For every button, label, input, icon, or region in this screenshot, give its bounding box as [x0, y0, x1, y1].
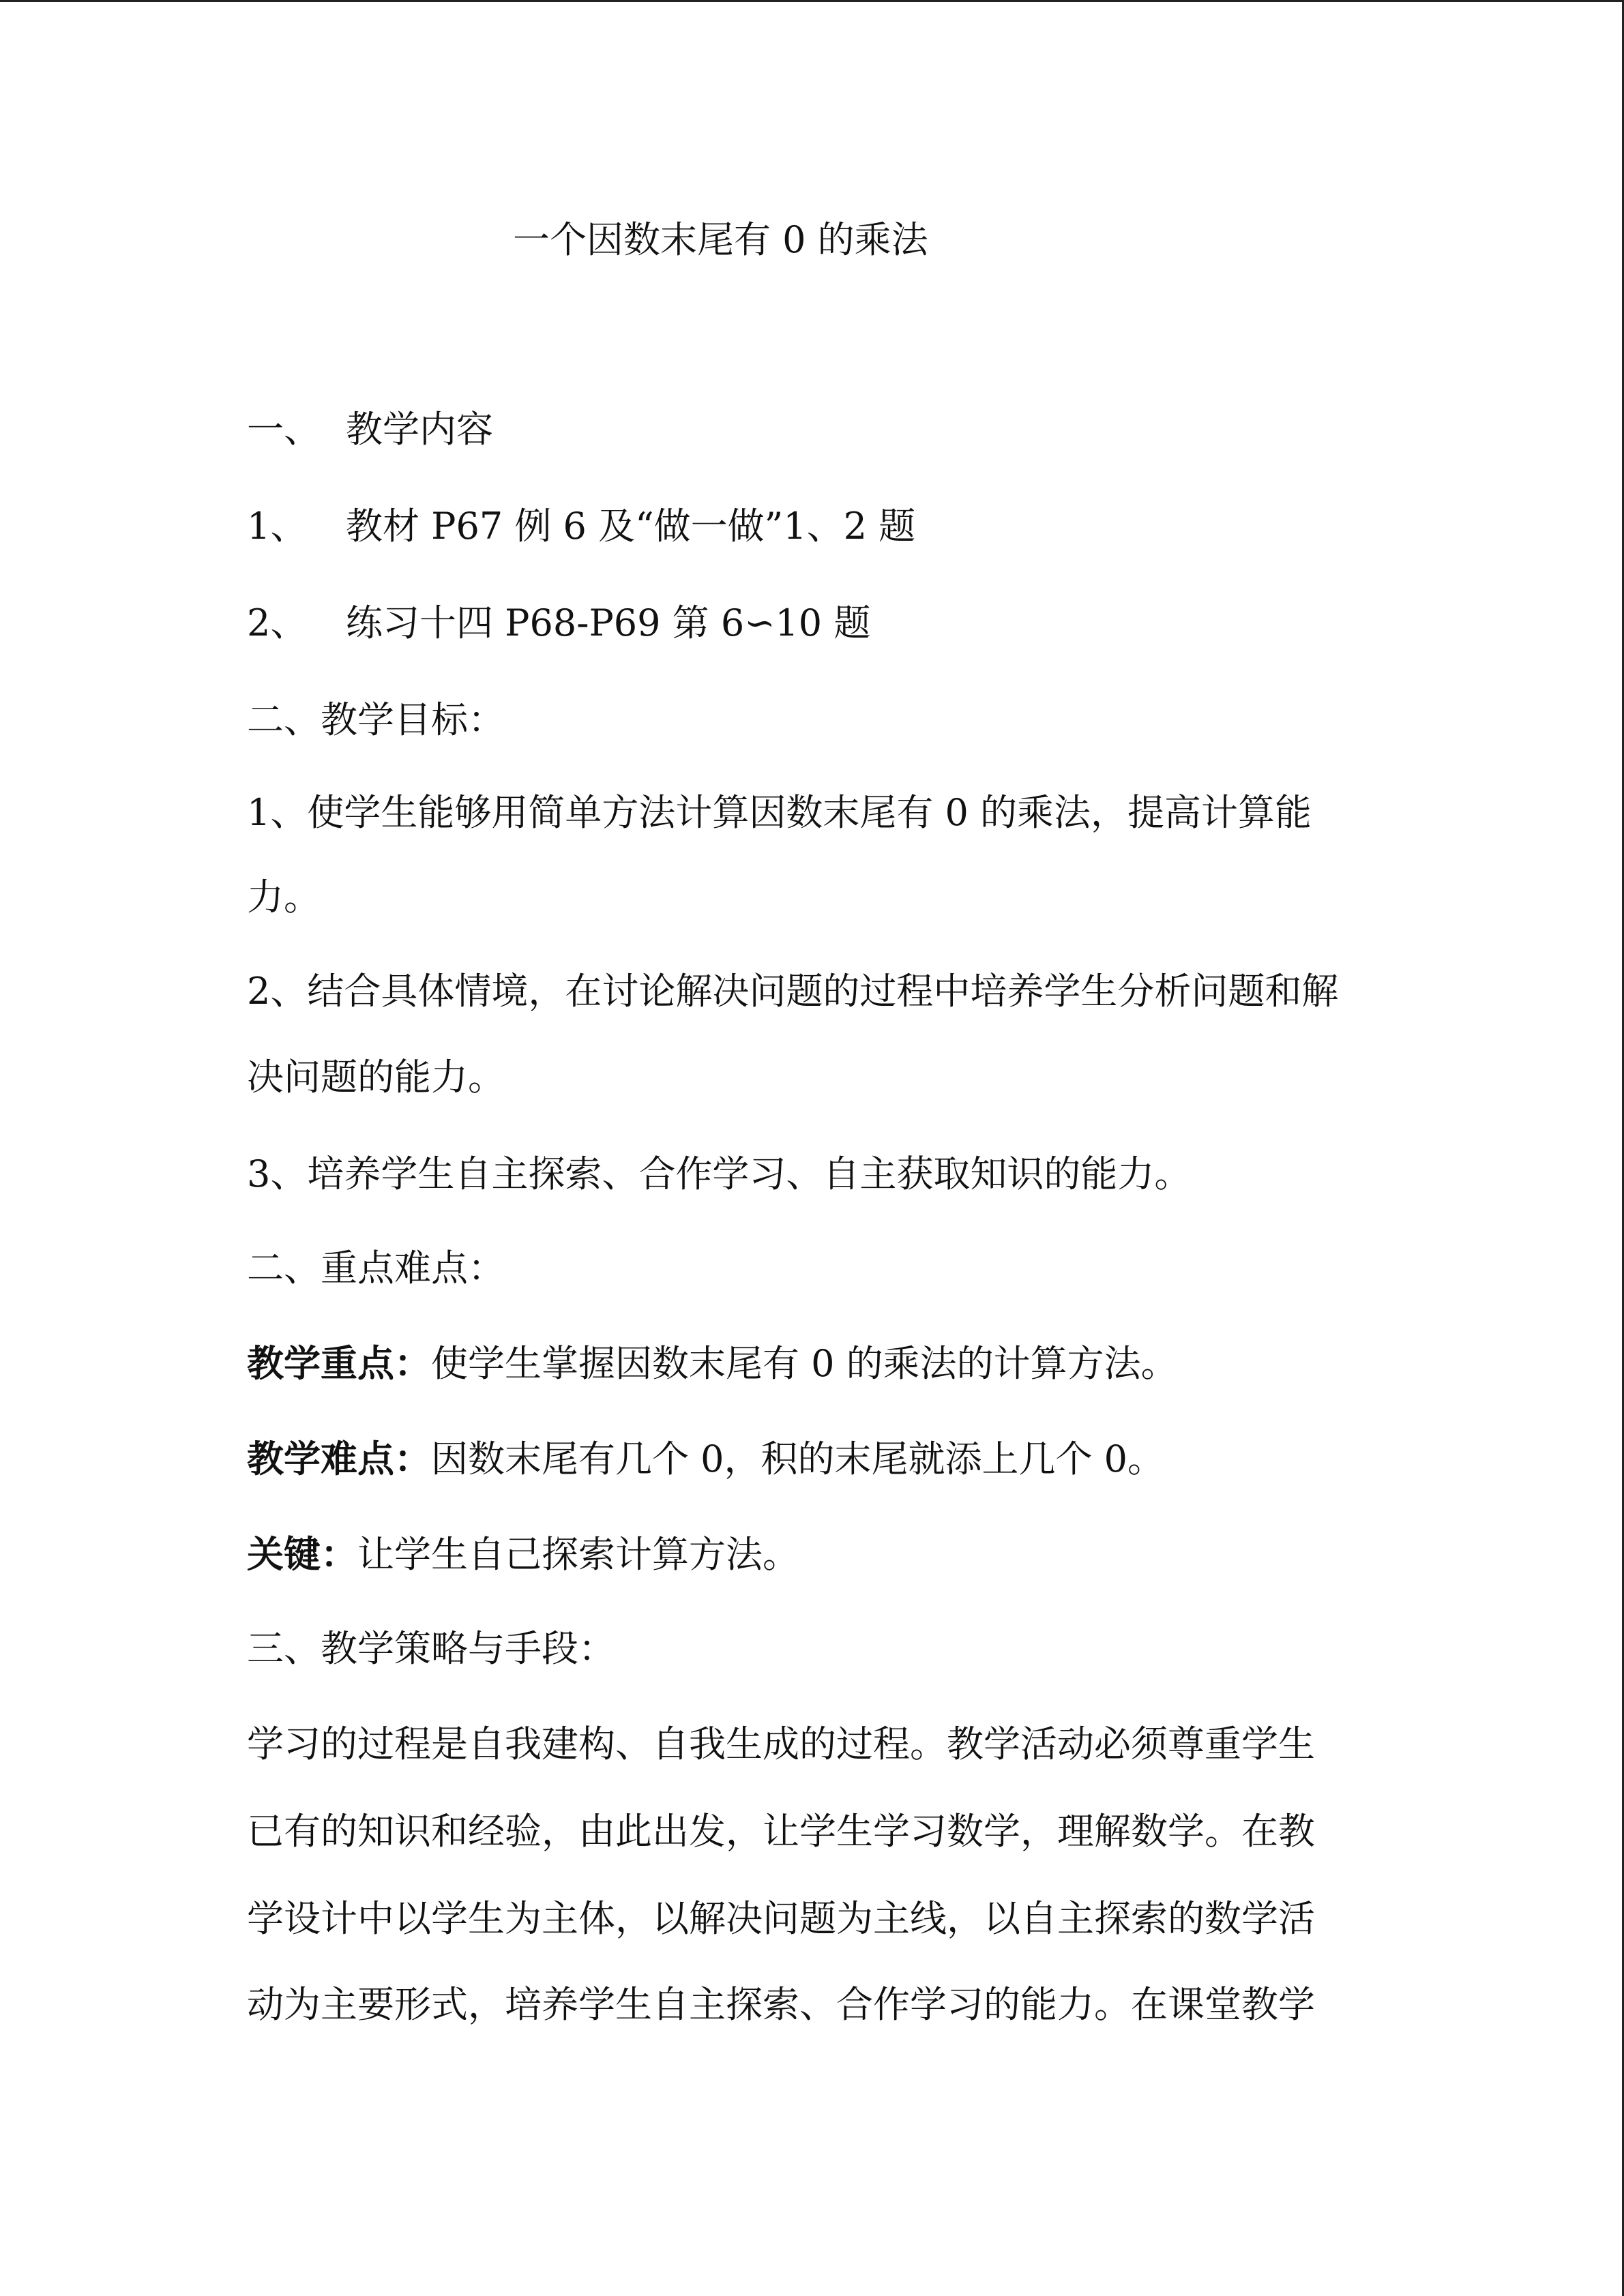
section-heading-key-points: 二、重点难点：	[247, 1247, 505, 1289]
key-point-label: 教学重点：	[247, 1342, 431, 1385]
section-number: 一、	[247, 408, 321, 451]
item-text: 练习十四 P68-P69 第 6∽10 题	[346, 601, 871, 644]
section-heading-text: 教学内容	[346, 408, 493, 451]
goal-line: 2、结合具体情境，在讨论解决问题的过程中培养学生分析问题和解	[247, 970, 1339, 1013]
crux-label: 关键：	[247, 1533, 357, 1576]
goal-line: 力。	[247, 876, 321, 919]
key-point-text: 使学生掌握因数末尾有 0 的乘法的计算方法。	[431, 1342, 1178, 1385]
item-text: 教材 P67 例 6 及“做一做”1、2 题	[346, 505, 916, 548]
difficulty-line	[247, 1432, 1164, 1487]
paragraph-line: 动为主要形式，培养学生自主探索、合作学习的能力。在课堂教学	[247, 1983, 1315, 2026]
difficulty-text: 因数末尾有几个 0，积的末尾就添上几个 0。	[431, 1437, 1165, 1480]
paragraph-line: 学习的过程是自我建构、自我生成的过程。教学活动必须尊重学生	[247, 1723, 1315, 1765]
difficulty-label: 教学难点：	[247, 1437, 431, 1480]
item-number: 1、	[247, 505, 308, 548]
crux-line	[247, 1527, 799, 1582]
content-item-2	[247, 596, 870, 651]
crux-text: 让学生自己探索计算方法。	[357, 1533, 799, 1576]
goal-line: 1、使学生能够用简单方法计算因数末尾有 0 的乘法，提高计算能	[247, 791, 1312, 834]
section-heading-goals: 二、教学目标：	[247, 698, 505, 741]
goal-line: 3、培养学生自主探索、合作学习、自主获取知识的能力。	[247, 1152, 1192, 1195]
key-point-line	[247, 1337, 1178, 1391]
paragraph-line: 学设计中以学生为主体，以解决问题为主线，以自主探索的数学活	[247, 1897, 1315, 1940]
paragraph-line: 已有的知识和经验，由此出发，让学生学习数学，理解数学。在教	[247, 1810, 1315, 1853]
document-title: 一个因数末尾有 0 的乘法	[513, 218, 928, 261]
content-item-1	[247, 499, 915, 554]
section-heading-strategy: 三、教学策略与手段：	[247, 1627, 615, 1670]
item-number: 2、	[247, 601, 308, 644]
section-heading-content	[247, 402, 493, 457]
goal-line: 决问题的能力。	[247, 1056, 505, 1099]
